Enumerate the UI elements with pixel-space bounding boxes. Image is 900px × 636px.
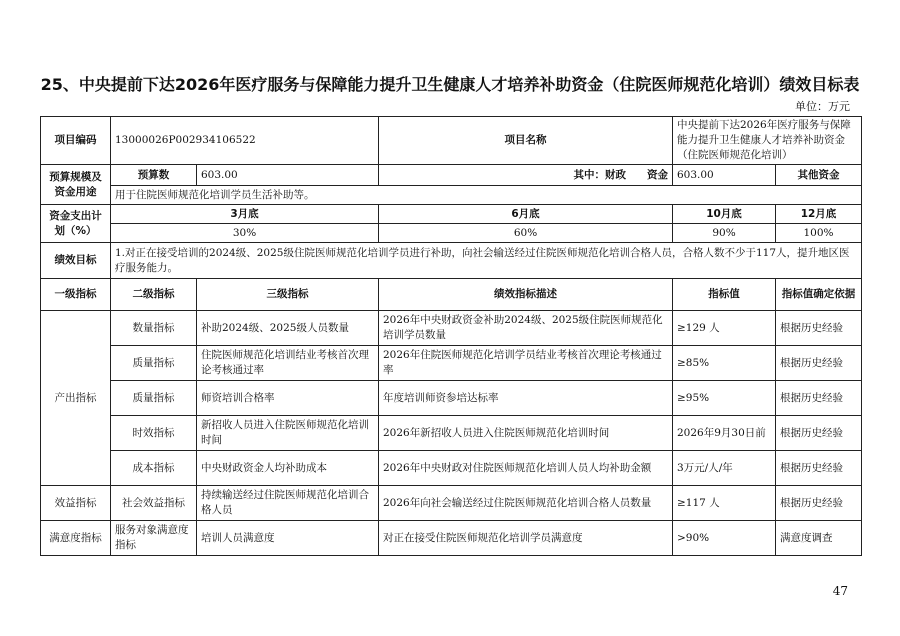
header-value: 指标值 [673, 279, 776, 311]
plan-header-q4: 12月底 [776, 205, 862, 224]
row-desc: 对正在接受住院医师规范化培训学员满意度 [379, 521, 673, 556]
plan-value-q4: 100% [776, 224, 862, 243]
project-row [41, 117, 862, 165]
row-basis: 根据历史经验 [776, 451, 862, 486]
table-row [41, 381, 862, 416]
row-level3: 持续输送经过住院医师规范化培训合格人员 [197, 486, 379, 521]
plan-header-q3: 10月底 [673, 205, 776, 224]
row-level3: 中央财政资金人均补助成本 [197, 451, 379, 486]
row-level2: 质量指标 [111, 381, 197, 416]
row-value: 2026年9月30日前 [673, 416, 776, 451]
document-title: 25、中央提前下达2026年医疗服务与保障能力提升卫生健康人才培养补助资金（住院医师规范化培训）绩效目标表 [40, 75, 860, 94]
row-desc: 2026年向社会输送经过住院医师规范化培训合格人员数量 [379, 486, 673, 521]
indicator-header-row [41, 279, 862, 311]
row-basis: 满意度调查 [776, 521, 862, 556]
budget-usage: 用于住院医师规范化培训学员生活补助等。 [111, 186, 862, 205]
project-code-value: 13000026P002934106522 [111, 117, 379, 165]
row-basis: 根据历史经验 [776, 486, 862, 521]
table-row [41, 311, 862, 346]
header-level1: 一级指标 [41, 279, 111, 311]
page-number: 47 [832, 584, 848, 598]
row-value: >90% [673, 521, 776, 556]
performance-target-table [40, 116, 862, 556]
row-level2: 服务对象满意度指标 [111, 521, 197, 556]
header-level2: 二级指标 [111, 279, 197, 311]
row-desc: 2026年新招收人员进入住院医师规范化培训时间 [379, 416, 673, 451]
header-level3: 三级指标 [197, 279, 379, 311]
goal-row [41, 243, 862, 279]
fiscal-funds-label [379, 165, 673, 186]
table-row [41, 486, 862, 521]
row-basis: 根据历史经验 [776, 346, 862, 381]
project-code-label: 项目编码 [41, 117, 111, 165]
project-name-label: 项目名称 [379, 117, 673, 165]
row-value: ≥95% [673, 381, 776, 416]
group-output: 产出指标 [41, 311, 111, 486]
row-level2: 时效指标 [111, 416, 197, 451]
row-value: ≥129 人 [673, 311, 776, 346]
group-satisfaction: 满意度指标 [41, 521, 111, 556]
usage-row [41, 186, 862, 205]
row-value: 3万元/人/年 [673, 451, 776, 486]
group-benefit: 效益指标 [41, 486, 111, 521]
row-desc: 2026年中央财政资金补助2024级、2025级住院医师规范化培训学员数量 [379, 311, 673, 346]
row-desc: 年度培训师资参培达标率 [379, 381, 673, 416]
row-basis: 根据历史经验 [776, 381, 862, 416]
project-name-value: 中央提前下达2026年医疗服务与保障能力提升卫生健康人才培养补助资金（住院医师规范化培训） [673, 117, 862, 165]
plan-label: 资金支出计划（%） [41, 205, 111, 243]
row-level3: 新招收人员进入住院医师规范化培训时间 [197, 416, 379, 451]
budget-label: 预算规模及资金用途 [41, 165, 111, 205]
row-desc: 2026年住院医师规范化培训学员结业考核首次理论考核通过率 [379, 346, 673, 381]
row-level3: 住院医师规范化培训结业考核首次理论考核通过率 [197, 346, 379, 381]
plan-header-q1: 3月底 [111, 205, 379, 224]
header-desc: 绩效指标描述 [379, 279, 673, 311]
row-level3: 补助2024级、2025级人员数量 [197, 311, 379, 346]
other-funds-label: 其他资金 [776, 165, 862, 186]
row-basis: 根据历史经验 [776, 416, 862, 451]
row-level2: 数量指标 [111, 311, 197, 346]
row-value: ≥85% [673, 346, 776, 381]
table-row [41, 521, 862, 556]
fiscal-funds-label-text: 其中：财政 资金 [573, 168, 668, 181]
plan-value-row [41, 224, 862, 243]
table-row [41, 451, 862, 486]
row-level3: 培训人员满意度 [197, 521, 379, 556]
plan-header-q2: 6月底 [379, 205, 673, 224]
unit-label: 单位：万元 [795, 100, 850, 113]
row-level2: 成本指标 [111, 451, 197, 486]
plan-value-q1: 30% [111, 224, 379, 243]
row-desc: 2026年中央财政对住院医师规范化培训人员人均补助金额 [379, 451, 673, 486]
budget-amount-value: 603.00 [197, 165, 379, 186]
row-value: ≥117 人 [673, 486, 776, 521]
table-row [41, 346, 862, 381]
plan-header-row [41, 205, 862, 224]
row-basis: 根据历史经验 [776, 311, 862, 346]
plan-value-q3: 90% [673, 224, 776, 243]
row-level2: 社会效益指标 [111, 486, 197, 521]
goal-text: 1.对正在接受培训的2024级、2025级住院医师规范化培训学员进行补助，向社会输送经过住院医师规范化培训合格人员，合格人数不少于117人，提升地区医疗服务能力。 [111, 243, 862, 279]
budget-amount-label: 预算数 [111, 165, 197, 186]
table-row [41, 416, 862, 451]
row-level2: 质量指标 [111, 346, 197, 381]
plan-value-q2: 60% [379, 224, 673, 243]
goal-label: 绩效目标 [41, 243, 111, 279]
header-basis: 指标值确定依据 [776, 279, 862, 311]
row-level3: 师资培训合格率 [197, 381, 379, 416]
fiscal-funds-value: 603.00 [673, 165, 776, 186]
budget-row [41, 165, 862, 186]
